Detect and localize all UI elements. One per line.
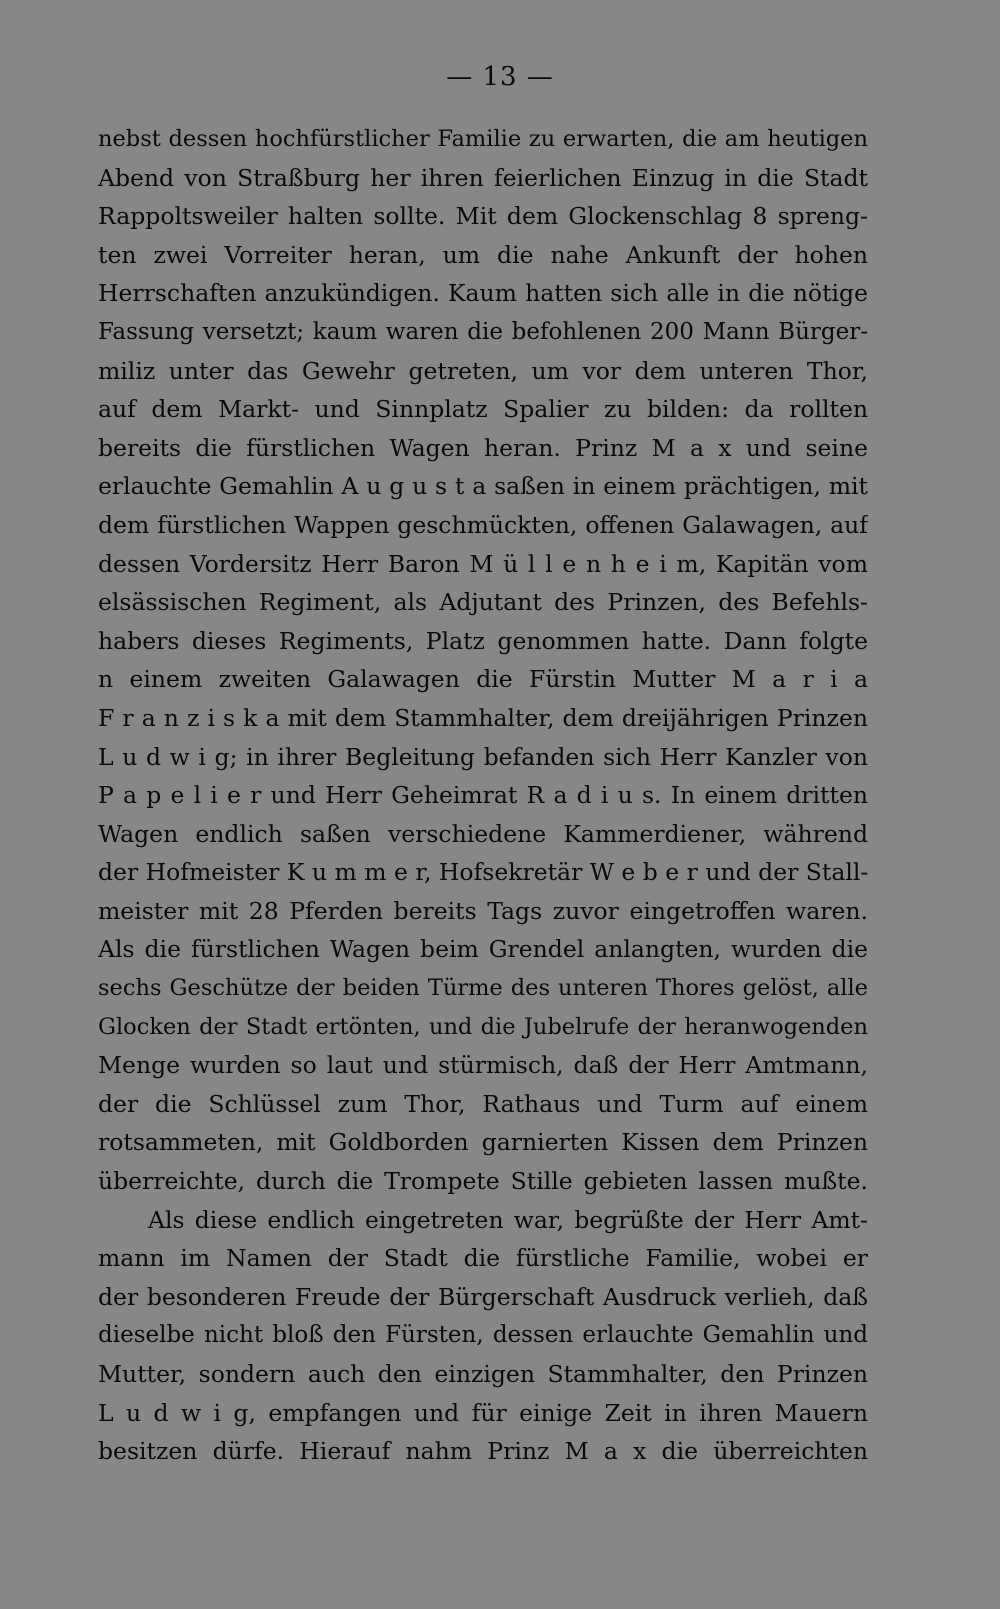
text-line: rotsammeten, mit Goldborden garnierten Kissen dem Prinzen — [98, 1128, 868, 1157]
text-line: der besonderen Freude der Bürgerschaft Ausdruck verlieh, daß — [98, 1282, 868, 1311]
text-line: dessen Vordersitz Herr Baron M ü l l e n h e i m, Kapitän vom — [98, 549, 868, 578]
text-line: P a p e l i e r und Herr Geheimrat R a d i u s. In einem dritten — [98, 781, 868, 810]
text-line: der die Schlüssel zum Thor, Rathaus und Turm auf einem — [98, 1089, 868, 1118]
text-line: habers dieses Regiments, Platz genommen hatte. Dann folgte — [98, 626, 868, 655]
page-number: — 13 — — [446, 62, 554, 92]
text-line: Rappoltsweiler halten sollte. Mit dem Glockenschlag 8 spreng- — [98, 202, 868, 231]
text-line: elsässischen Regiment, als Adjutant des Prinzen, des Befehls- — [98, 588, 868, 617]
text-line: erlauchte Gemahlin A u g u s t a saßen in einem prächtigen, mit — [98, 472, 868, 501]
text-line: Mutter, sondern auch den einzigen Stammhalter, den Prinzen — [98, 1360, 868, 1388]
text-line: sechs Geschütze der beiden Türme des unteren Thores gelöst, alle — [98, 975, 868, 1002]
text-line: Glocken der Stadt ertönten, und die Jubelrufe der heranwogenden — [98, 1013, 868, 1040]
text-line: auf dem Markt- und Sinnplatz Spalier zu bilden: da rollten — [98, 395, 868, 424]
text-line: besitzen dürfe. Hierauf nahm Prinz M a x die überreichten — [98, 1437, 868, 1466]
text-line: meister mit 28 Pferden bereits Tags zuvor eingetroffen waren. — [98, 896, 868, 925]
text-line: mann im Namen der Stadt die fürstliche Familie, wobei er — [98, 1244, 868, 1273]
text-line: nebst dessen hochfürstlicher Familie zu erwarten, die am heutigen — [98, 126, 868, 152]
text-line: bereits die fürstlichen Wagen heran. Prinz M a x und seine — [98, 433, 868, 462]
text-line: der Hofmeister K u m m e r, Hofsekretär W e b e r und der Stall- — [98, 858, 868, 887]
text-line: Abend von Straßburg her ihren feierlichen Einzug in die Stadt — [98, 163, 868, 192]
text-line: Wagen endlich saßen verschiedene Kammerdiener, während — [98, 819, 868, 848]
text-line: miliz unter das Gewehr getreten, um vor dem unteren Thor, — [98, 356, 868, 385]
text-line: Menge wurden so laut und stürmisch, daß der Herr Amtmann, — [98, 1051, 868, 1080]
text-line: F r a n z i s k a mit dem Stammhalter, dem dreijährigen Prinzen — [98, 703, 868, 732]
text-line: dem fürstlichen Wappen geschmückten, offenen Galawagen, auf — [98, 510, 868, 539]
text-line: ten zwei Vorreiter heran, um die nahe Ankunft der hohen — [98, 240, 868, 269]
body-text — [98, 120, 868, 1471]
text-line: n einem zweiten Galawagen die Fürstin Mutter M a r i a — [98, 665, 868, 694]
text-line: Herrschaften anzukündigen. Kaum hatten sich alle in die nötige — [98, 279, 868, 308]
text-line: Fassung versetzt; kaum waren die befohlenen 200 Mann Bürger- — [98, 318, 868, 345]
text-line: L u d w i g, empfangen und für einige Zeit in ihren Mauern — [98, 1398, 868, 1427]
paragraph-start-line: Als diese endlich eingetreten war, begrüßte der Herr Amt- — [148, 1205, 868, 1234]
text-line: überreichte, durch die Trompete Stille gebieten lassen mußte. — [98, 1167, 868, 1196]
text-line: Als die fürstlichen Wagen beim Grendel anlangten, wurden die — [98, 935, 868, 964]
text-line: L u d w i g; in ihrer Begleitung befanden sich Herr Kanzler von — [98, 742, 868, 771]
text-line: dieselbe nicht bloß den Fürsten, dessen erlauchte Gemahlin und — [98, 1322, 868, 1349]
